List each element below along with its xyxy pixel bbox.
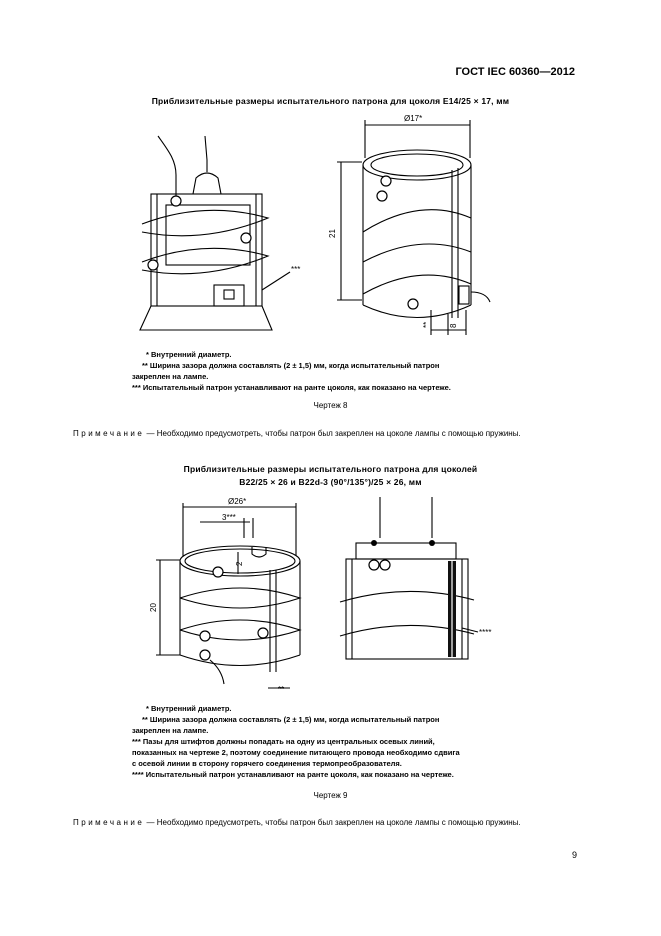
figure9-note-2: ** Ширина зазора должна составлять (2 ± 1,5) мм, когда испытательный патрон <box>142 715 440 724</box>
figure9-gap-label: ** <box>278 685 285 694</box>
figure8-note-3: закреплен на лампе. <box>132 372 209 381</box>
figure9-note-4: *** Пазы для штифтов должны попадать на одну из центральных осевых линий, <box>132 737 435 746</box>
figure9-caption: Чертеж 9 <box>313 791 348 800</box>
figure8-diameter-label: Ø17* <box>404 114 423 123</box>
figure9-diameter-label: Ø26* <box>228 497 247 506</box>
remark-2-text: — Необходимо предусмотреть, чтобы патрон был закреплен на цоколе лампы с помощью пружины. <box>144 818 521 827</box>
figure8-pin-label: 8 <box>449 323 458 328</box>
figure8-gap-label: ** <box>422 321 431 328</box>
figure9-title-line2: B22/25 × 26 и B22d-3 (90°/135°)/25 × 26, мм <box>239 477 422 487</box>
remark-2-label: Примечание <box>73 818 145 827</box>
figure9-note-5: показанных на чертеже 2, поэтому соединение питающего провода необходимо сдвига <box>132 748 460 757</box>
figure8-note-2: ** Ширина зазора должна составлять (2 ± 1,5) мм, когда испытательный патрон <box>142 361 440 370</box>
figure9-note-6: с осевой линии в сторону горячего соединения термопреобразователя. <box>132 759 402 768</box>
figure8-title: Приблизительные размеры испытательного патрона для цоколя E14/25 × 17, мм <box>151 96 510 106</box>
figure9-note-1: * Внутренний диаметр. <box>146 704 232 713</box>
figure9-note-3: закреплен на лампе. <box>132 726 209 735</box>
figure8-height-label: 21 <box>328 229 337 238</box>
page-number: 9 <box>571 850 577 860</box>
figure9-note-7: **** Испытательный патрон устанавливают на ранте цоколя, как показано на чертеже. <box>132 770 454 779</box>
figure8-mark-label: *** <box>291 265 301 274</box>
figure8-note-1: * Внутренний диаметр. <box>146 350 232 359</box>
remark-2 <box>73 816 585 829</box>
figure9-slot-height-label: 2 <box>235 561 244 566</box>
standard-code: ГОСТ IEC 60360—2012 <box>455 66 575 78</box>
figure8-caption: Чертеж 8 <box>313 401 348 410</box>
figure9-mark-label: **** <box>479 628 492 637</box>
figure9-title-line1: Приблизительные размеры испытательного патрона для цоколей <box>183 464 478 474</box>
remark-1-text: — Необходимо предусмотреть, чтобы патрон был закреплен на цоколе лампы с помощью пружины. <box>144 429 521 438</box>
figure9-height-label: 20 <box>149 603 158 612</box>
remark-1-label: Примечание <box>73 429 145 438</box>
figure9-slot-label: 3*** <box>222 513 236 522</box>
figure8-note-4: *** Испытательный патрон устанавливают на ранте цоколя, как показано на чертеже. <box>132 383 451 392</box>
